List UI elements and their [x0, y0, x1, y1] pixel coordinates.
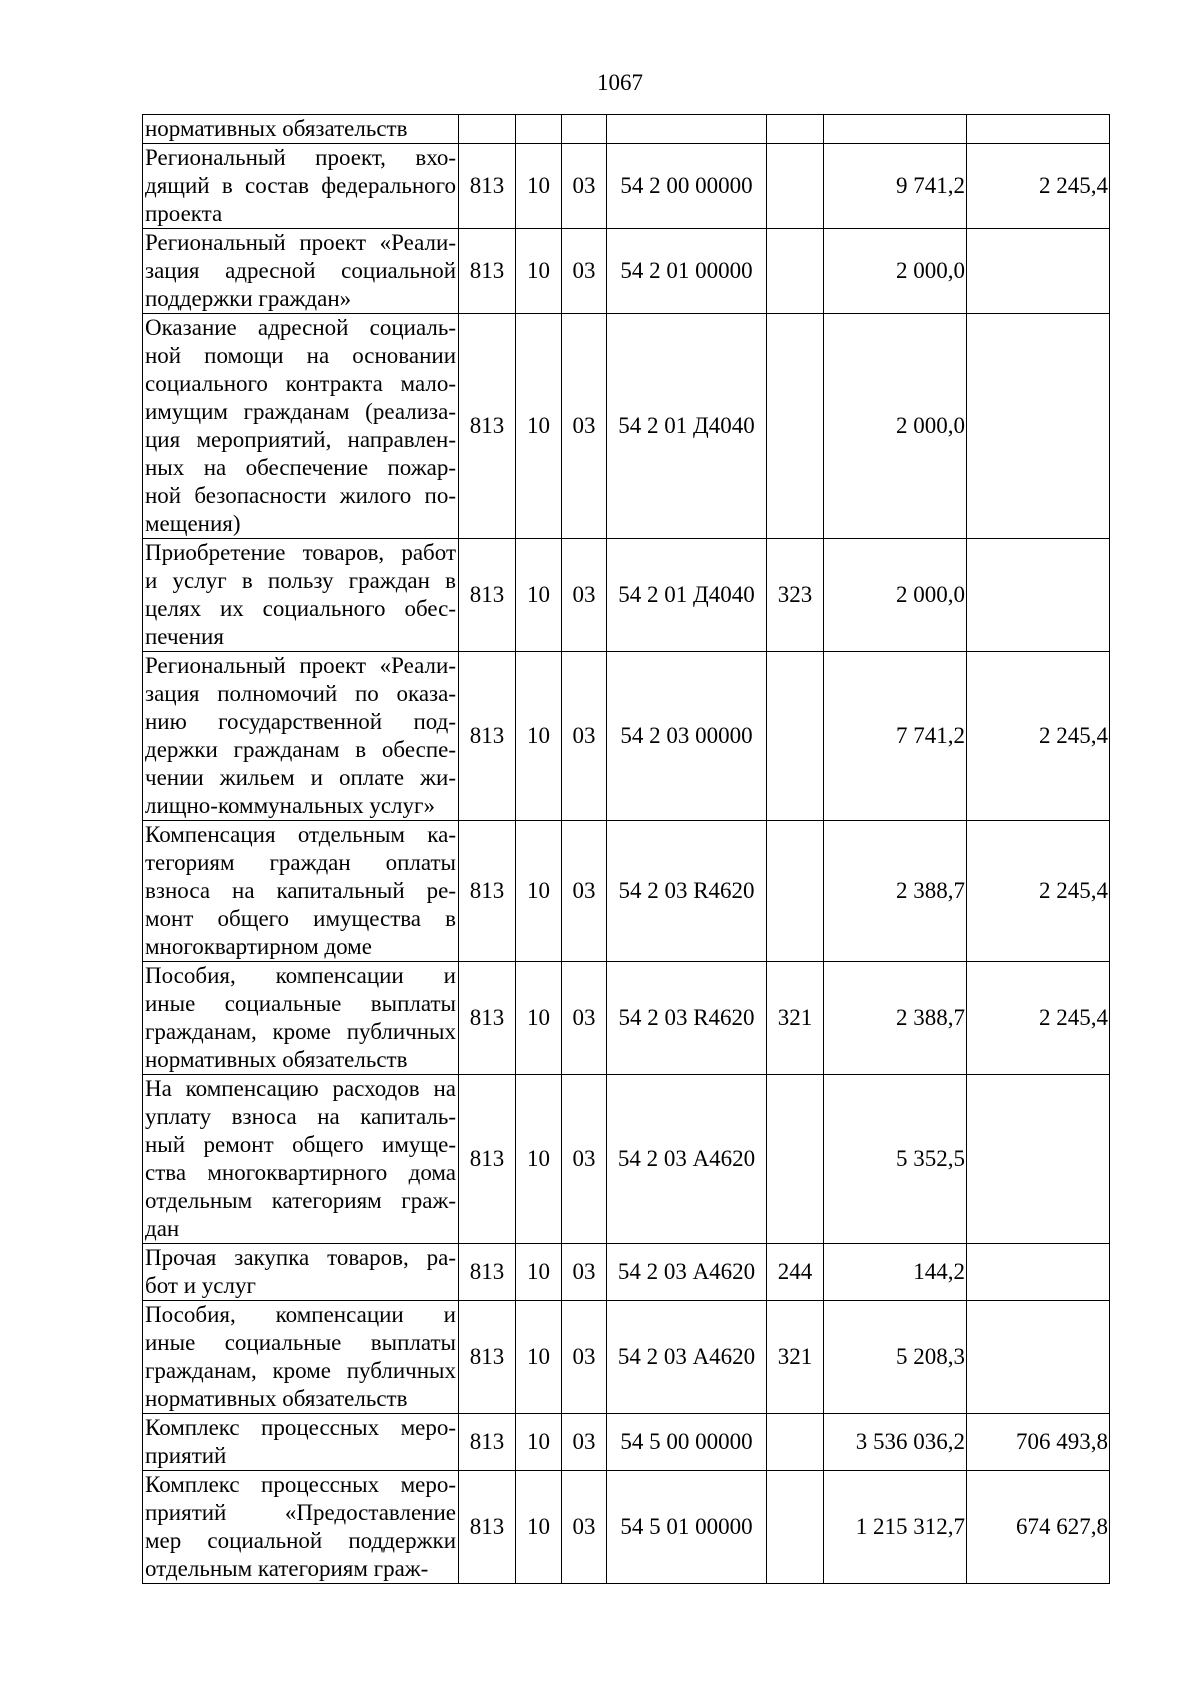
item-name-cell	[143, 144, 459, 229]
item-name-line: ный ремонт общего имуще-	[145, 1132, 456, 1157]
amount-federal-cell	[967, 1244, 1110, 1301]
target-article-cell	[607, 115, 767, 144]
amount-federal-cell: 2 245,4	[967, 962, 1110, 1075]
subsection-code-cell: 03	[562, 314, 607, 539]
grbs-code-cell: 813	[459, 962, 516, 1075]
item-name-line: иные социальные выплаты	[145, 991, 456, 1016]
item-name-line: зация адресной социальной	[145, 258, 456, 283]
amount-cell: 144,2	[824, 1244, 967, 1301]
grbs-code-cell: 813	[459, 1301, 516, 1414]
item-name-line: ция мероприятий, направлен-	[145, 427, 456, 452]
subsection-code-cell: 03	[562, 1414, 607, 1471]
grbs-code-cell: 813	[459, 1471, 516, 1584]
target-article-cell: 54 2 03 А4620	[607, 1075, 767, 1244]
grbs-code-cell: 813	[459, 1075, 516, 1244]
item-name-line: дящий в состав федерального	[145, 173, 456, 198]
amount-federal-cell	[967, 1301, 1110, 1414]
grbs-code-cell: 813	[459, 652, 516, 821]
target-article-cell: 54 2 03 А4620	[607, 1244, 767, 1301]
item-name-line: ства многоквартирного дома	[145, 1160, 456, 1185]
item-name-cell	[143, 229, 459, 314]
item-name-line: зация полномочий по оказа-	[145, 681, 456, 706]
amount-federal-cell: 706 493,8	[967, 1414, 1110, 1471]
item-name-line: уплату взноса на капиталь-	[145, 1104, 456, 1129]
expense-type-cell	[767, 144, 824, 229]
section-code-cell: 10	[516, 229, 562, 314]
item-name-line: Приобретение товаров, работ	[145, 540, 456, 565]
amount-federal-cell: 2 245,4	[967, 144, 1110, 229]
amount-cell: 1 215 312,7	[824, 1471, 967, 1584]
item-name-line: Региональный проект, вхо-	[145, 145, 456, 170]
table-row	[143, 962, 1110, 1075]
item-name-cell	[143, 1414, 459, 1471]
item-name-line: мер социальной поддержки	[145, 1528, 456, 1553]
amount-cell: 5 208,3	[824, 1301, 967, 1414]
expense-type-cell	[767, 1414, 824, 1471]
amount-federal-cell	[967, 539, 1110, 652]
target-article-cell: 54 2 00 00000	[607, 144, 767, 229]
expense-type-cell: 321	[767, 962, 824, 1075]
expense-type-cell	[767, 1075, 824, 1244]
table-row	[143, 1471, 1110, 1584]
item-name-line: Региональный проект «Реали-	[145, 230, 456, 255]
section-code-cell	[516, 115, 562, 144]
table-row	[143, 1301, 1110, 1414]
item-name-line: бот и услуг	[145, 1273, 256, 1298]
item-name-line: лищно-коммунальных услуг»	[145, 793, 435, 818]
item-name-cell	[143, 962, 459, 1075]
table-row	[143, 1414, 1110, 1471]
amount-cell: 2 000,0	[824, 314, 967, 539]
section-code-cell: 10	[516, 539, 562, 652]
item-name-line: тегориям граждан оплаты	[145, 850, 456, 875]
amount-cell: 9 741,2	[824, 144, 967, 229]
expense-type-cell	[767, 314, 824, 539]
subsection-code-cell: 03	[562, 539, 607, 652]
table-row	[143, 144, 1110, 229]
amount-cell: 2 388,7	[824, 821, 967, 962]
item-name-cell	[143, 652, 459, 821]
grbs-code-cell: 813	[459, 539, 516, 652]
subsection-code-cell: 03	[562, 144, 607, 229]
section-code-cell: 10	[516, 1471, 562, 1584]
expense-type-cell: 323	[767, 539, 824, 652]
budget-table	[142, 114, 1110, 1584]
target-article-cell: 54 5 01 00000	[607, 1471, 767, 1584]
grbs-code-cell: 813	[459, 821, 516, 962]
section-code-cell: 10	[516, 652, 562, 821]
item-name-line: поддержки граждан»	[145, 286, 352, 311]
item-name-line: приятий «Предоставление	[145, 1500, 456, 1525]
item-name-line: нормативных обязательств	[145, 1047, 408, 1072]
item-name-line: отдельным категориям граж-	[145, 1556, 429, 1581]
item-name-line: Оказание адресной социаль-	[145, 315, 456, 340]
subsection-code-cell: 03	[562, 821, 607, 962]
amount-federal-cell	[967, 314, 1110, 539]
expense-type-cell: 244	[767, 1244, 824, 1301]
expense-type-cell	[767, 821, 824, 962]
target-article-cell: 54 2 03 00000	[607, 652, 767, 821]
target-article-cell: 54 2 01 Д4040	[607, 314, 767, 539]
item-name-line: Пособия, компенсации и	[145, 963, 456, 988]
amount-federal-cell: 2 245,4	[967, 821, 1110, 962]
item-name-line: Компенсация отдельным ка-	[145, 822, 456, 847]
amount-cell	[824, 115, 967, 144]
subsection-code-cell: 03	[562, 962, 607, 1075]
item-name-line: На компенсацию расходов на	[145, 1076, 456, 1101]
grbs-code-cell: 813	[459, 144, 516, 229]
section-code-cell: 10	[516, 821, 562, 962]
section-code-cell: 10	[516, 1414, 562, 1471]
item-name-line: имущим гражданам (реализа-	[145, 399, 456, 424]
item-name-line: отдельным категориям граж-	[145, 1188, 456, 1213]
target-article-cell: 54 2 01 00000	[607, 229, 767, 314]
item-name-line: Пособия, компенсации и	[145, 1302, 456, 1327]
target-article-cell: 54 2 03 R4620	[607, 821, 767, 962]
item-name-line: нию государственной под-	[145, 709, 456, 734]
section-code-cell: 10	[516, 962, 562, 1075]
expense-type-cell	[767, 229, 824, 314]
item-name-line: ной помощи на основании	[145, 343, 456, 368]
subsection-code-cell: 03	[562, 1075, 607, 1244]
page-number: 1067	[597, 70, 643, 95]
amount-federal-cell	[967, 115, 1110, 144]
table-row	[143, 229, 1110, 314]
expense-type-cell	[767, 115, 824, 144]
item-name-line: социального контракта мало-	[145, 371, 456, 396]
item-name-line: нормативных обязательств	[145, 1386, 408, 1411]
subsection-code-cell: 03	[562, 652, 607, 821]
item-name-line: ных на обеспечение пожар-	[145, 455, 456, 480]
item-name-line: печения	[145, 624, 224, 649]
amount-cell: 3 536 036,2	[824, 1414, 967, 1471]
item-name-line: иные социальные выплаты	[145, 1330, 456, 1355]
subsection-code-cell: 03	[562, 1471, 607, 1584]
grbs-code-cell	[459, 115, 516, 144]
section-code-cell: 10	[516, 1244, 562, 1301]
item-name-line: Комплекс процессных меро-	[145, 1415, 456, 1440]
item-name-line: монт общего имущества в	[145, 906, 456, 931]
table-body	[143, 115, 1110, 1584]
expense-type-cell	[767, 1471, 824, 1584]
item-name-line: взноса на капитальный ре-	[145, 878, 456, 903]
item-name-line: многоквартирном доме	[145, 934, 372, 959]
amount-federal-cell: 2 245,4	[967, 652, 1110, 821]
subsection-code-cell: 03	[562, 229, 607, 314]
item-name-line: дан	[145, 1216, 180, 1241]
item-name-cell	[143, 1244, 459, 1301]
item-name-line: проекта	[145, 201, 223, 226]
item-name-line: Региональный проект «Реали-	[145, 653, 456, 678]
grbs-code-cell: 813	[459, 229, 516, 314]
item-name-cell	[143, 821, 459, 962]
item-name-line: нормативных обязательств	[145, 116, 408, 141]
table-row	[143, 115, 1110, 144]
item-name-line: гражданам, кроме публичных	[145, 1358, 456, 1383]
item-name-line: Комплекс процессных меро-	[145, 1472, 456, 1497]
amount-cell: 2 000,0	[824, 229, 967, 314]
item-name-cell	[143, 1075, 459, 1244]
item-name-line: гражданам, кроме публичных	[145, 1019, 456, 1044]
section-code-cell: 10	[516, 314, 562, 539]
item-name-cell	[143, 539, 459, 652]
target-article-cell: 54 2 03 А4620	[607, 1301, 767, 1414]
item-name-cell	[143, 314, 459, 539]
subsection-code-cell	[562, 115, 607, 144]
amount-cell: 2 000,0	[824, 539, 967, 652]
table-row	[143, 1244, 1110, 1301]
table-row	[143, 652, 1110, 821]
target-article-cell: 54 2 03 R4620	[607, 962, 767, 1075]
table-row	[143, 821, 1110, 962]
item-name-line: и услуг в пользу граждан в	[145, 568, 456, 593]
grbs-code-cell: 813	[459, 1414, 516, 1471]
grbs-code-cell: 813	[459, 314, 516, 539]
section-code-cell: 10	[516, 144, 562, 229]
target-article-cell: 54 2 01 Д4040	[607, 539, 767, 652]
item-name-line: Прочая закупка товаров, ра-	[145, 1245, 456, 1270]
item-name-line: ной безопасности жилого по-	[145, 483, 456, 508]
item-name-line: мещения)	[145, 511, 241, 536]
item-name-cell	[143, 1471, 459, 1584]
amount-cell: 2 388,7	[824, 962, 967, 1075]
item-name-cell	[143, 1301, 459, 1414]
grbs-code-cell: 813	[459, 1244, 516, 1301]
amount-cell: 5 352,5	[824, 1075, 967, 1244]
expense-type-cell	[767, 652, 824, 821]
item-name-line: чении жильем и оплате жи-	[145, 765, 456, 790]
table-row	[143, 539, 1110, 652]
expense-type-cell: 321	[767, 1301, 824, 1414]
section-code-cell: 10	[516, 1301, 562, 1414]
amount-federal-cell: 674 627,8	[967, 1471, 1110, 1584]
amount-federal-cell	[967, 229, 1110, 314]
subsection-code-cell: 03	[562, 1301, 607, 1414]
item-name-line: приятий	[145, 1443, 227, 1468]
item-name-cell	[143, 115, 459, 144]
target-article-cell: 54 5 00 00000	[607, 1414, 767, 1471]
amount-cell: 7 741,2	[824, 652, 967, 821]
amount-federal-cell	[967, 1075, 1110, 1244]
table-row	[143, 1075, 1110, 1244]
section-code-cell: 10	[516, 1075, 562, 1244]
subsection-code-cell: 03	[562, 1244, 607, 1301]
item-name-line: держки гражданам в обеспе-	[145, 737, 456, 762]
item-name-line: целях их социального обес-	[145, 596, 456, 621]
table-row	[143, 314, 1110, 539]
